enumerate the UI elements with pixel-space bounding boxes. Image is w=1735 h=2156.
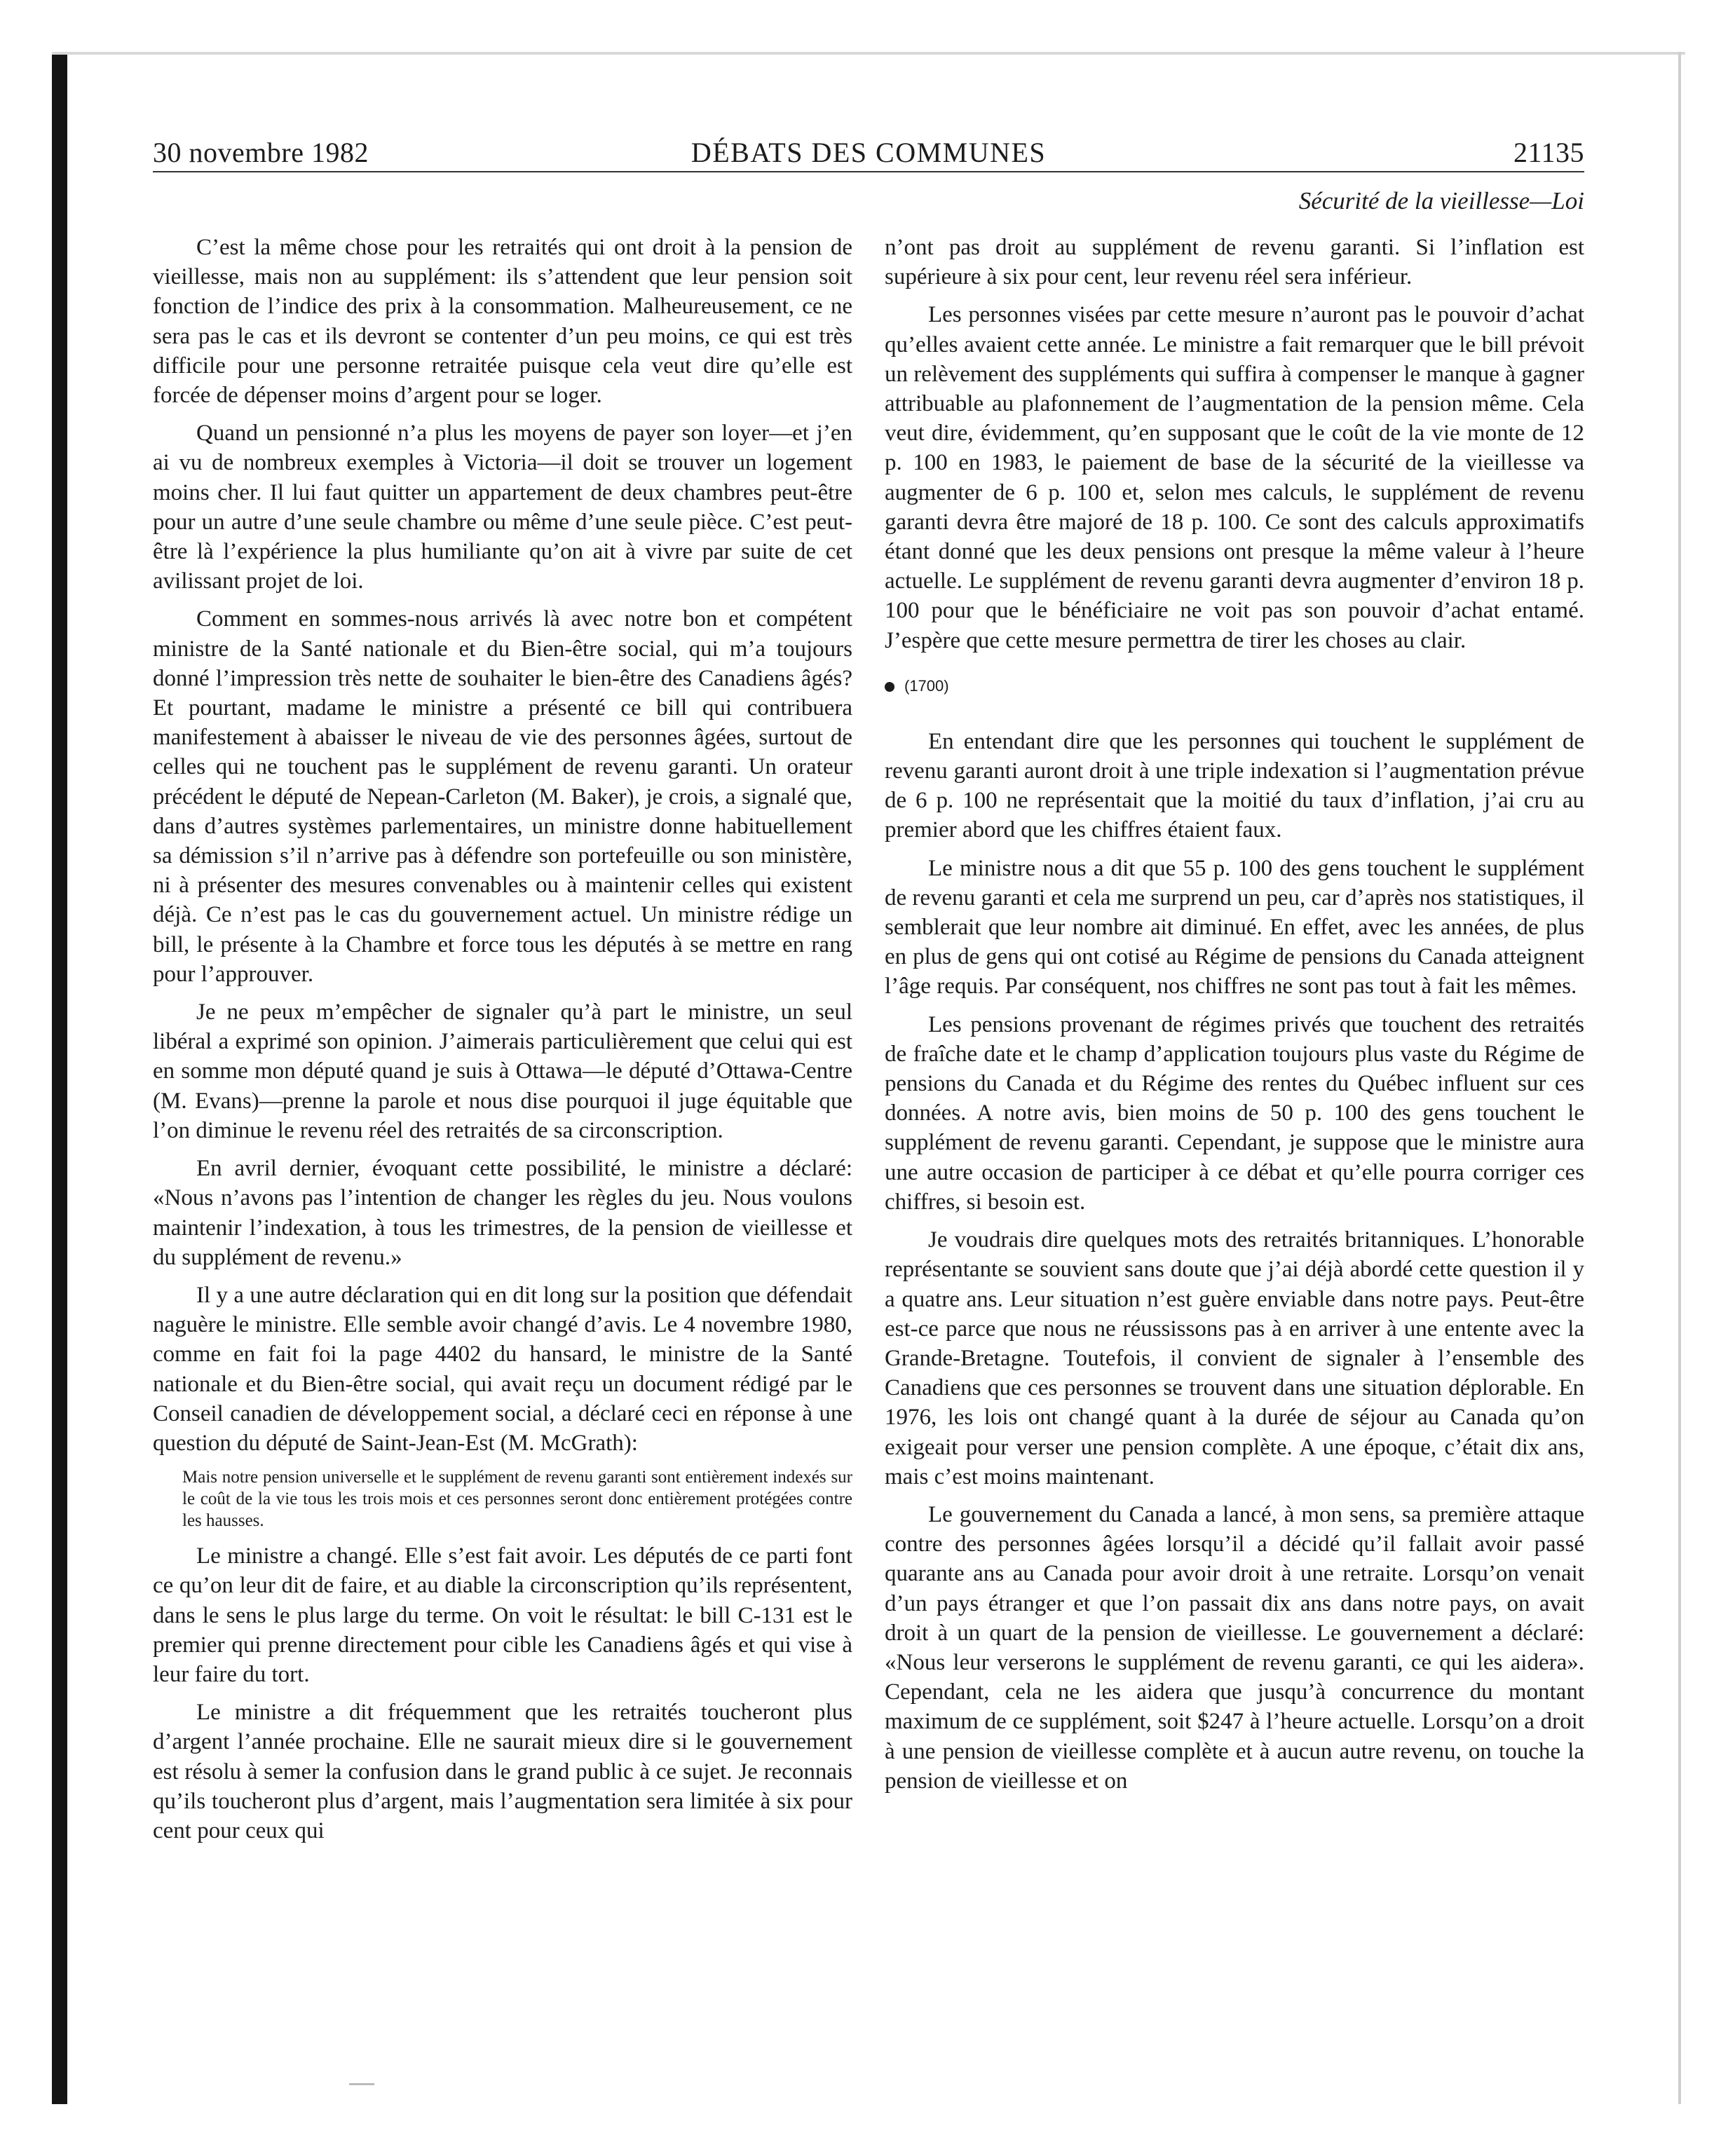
header-page-number: 21135 xyxy=(1513,137,1584,168)
paragraph: C’est la même chose pour les retraités qui ont droit à la pension de vieillesse, mais non au supplément: ils s’attendent que leur pension soit fonction de l’indice des prix à la consommation. Malheureusement, ce ne sera pas le cas et ils devront se contenter d’un peu moins, ce qui est très difficile pour une personne retraitée puisque cela veut dire qu’elle est forcée de dépenser moins d’argent pour se loger. xyxy=(153,235,852,409)
paragraph: Je voudrais dire quelques mots des retraités britanniques. L’honorable représentante se souvient sans doute que j’ai déjà abordé cette question il y a quatre ans. Leur situation n’est guère enviable dans notre pays. Peut-être est-ce parce que nous ne réussissons pas à en arriver à une entente avec la Grande-Bretagne. Toutefois, il convient de signaler à l’ensemble des Canadiens que ces personnes se trouvent dans une situation déplorable. En 1976, les lois ont changé quant à la durée de séjour au Canada qu’on exigeait pour verser une pension complète. A une époque, c’était dix ans, mais c’est moins maintenant. xyxy=(885,1227,1584,1489)
left-column xyxy=(153,233,852,2097)
scan-border-top xyxy=(52,52,1685,55)
scan-mark xyxy=(349,2083,374,2085)
paragraph-continued: n’ont pas droit au supplément de revenu garanti. Si l’inflation est supérieure à six pour cent, leur revenu réel sera inférieur. xyxy=(885,235,1584,290)
paragraph: Le ministre nous a dit que 55 p. 100 des gens touchent le supplément de revenu garanti et cela me surprend un peu, car d’après nos statistiques, il semblerait que leur nombre ait diminué. En effet, avec les années, de plus en plus de gens qui ont cotisé au Régime de pensions du Canada atteignent l’âge requis. Par conséquent, nos chiffres ne sont pas tout à fait les mêmes. xyxy=(885,855,1584,999)
paragraph: Les pensions provenant de régimes privés que touchent des retraités de fraîche date et le champ d’application toujours plus vaste du Régime de pensions du Canada et du Régime des rentes du Québec influent sur ces données. A notre avis, bien moins de 50 p. 100 des gens touchent le supplément de revenu garanti. Cependant, je suppose que le ministre aura une autre occasion de participer à ce débat et qu’elle pourra corriger ces chiffres, si besoin est. xyxy=(885,1011,1584,1215)
right-column xyxy=(885,233,1584,2097)
page-header xyxy=(153,135,1584,171)
paragraph: Les personnes visées par cette mesure n’auront pas le pouvoir d’achat qu’elles avaient cette année. Le ministre a fait remarquer que le bill prévoit un relèvement des suppléments qui suffira à compenser le manque à gagner attribuable au plafonnement de l’augmentation de la pension même. Cela veut dire, évidemment, qu’en supposant que le coût de la vie monte de 12 p. 100 en 1983, le paiement de base de la sécurité de la vieillesse va augmenter de 6 p. 100 et, selon mes calculs, le supplément de revenu garanti devra être majoré de 18 p. 100. Ce sont des calculs approximatifs étant donné que les deux pensions ont presque la même valeur à l’heure actuelle. Le supplément de revenu garanti devra augmenter d’environ 18 p. 100 pour que le bénéficiaire ne voit pas son pouvoir d’achat entamé. J’espère que cette mesure permettra de tirer les choses au clair. xyxy=(885,302,1584,653)
paragraph: En entendant dire que les personnes qui touchent le supplément de revenu garanti auront droit à une triple indexation si l’augmentation prévue de 6 p. 100 ne représentait que la moitié du taux d’inflation, j’ai cru au premier abord que les chiffres étaient faux. xyxy=(885,728,1584,843)
header-rule xyxy=(153,171,1584,172)
paragraph: Je ne peux m’empêcher de signaler qu’à part le ministre, un seul libéral a exprimé son opinion. J’aimerais particulièrement que celui qui est en somme mon député quand je suis à Ottawa—le député d’Ottawa-Centre (M. Evans)—prenne la parole et nous dise pourquoi il juge équitable que l’on diminue le revenu réel des retraités de sa circonscription. xyxy=(153,999,852,1143)
time-marker xyxy=(885,672,1584,700)
paragraph: Le gouvernement du Canada a lancé, à mon sens, sa première attaque contre des personnes âgées lorsqu’il a décidé qu’il fallait avoir passé quarante ans au Canada pour avoir droit à une retraite. Lorsqu’on venait d’un pays étranger et que l’on passait dix ans dans notre pays, on avait droit à un quart de la pension de vieillesse. Le gouvernement a déclaré: «Nous leur verserons le supplément de revenu garanti, ce qui les aidera». Cependant, cela ne les aidera que jusqu’à concurrence du montant maximum de ce supplément, soit $247 à l’heure actuelle. Lorsqu’on a droit à une pension de vieillesse complète et à aucun autre revenu, on touche la pension de vieillesse et on xyxy=(885,1501,1584,1794)
section-running-head: Sécurité de la vieillesse—Loi xyxy=(1298,187,1584,214)
paragraph: Il y a une autre déclaration qui en dit long sur la position que défendait naguère le ministre. Elle semble avoir changé d’avis. Le 4 novembre 1980, comme en fait foi la page 4402 du hansard, le ministre de la Santé nationale et du Bien-être social, qui avait reçu un document rédigé par le Conseil canadien de développement social, a déclaré ceci en réponse à une question du député de Saint-Jean-Est (M. McGrath): xyxy=(153,1282,852,1456)
header-title: DÉBATS DES COMMUNES xyxy=(690,137,1047,168)
bullet-dot-icon xyxy=(885,682,894,692)
paragraph: En avril dernier, évoquant cette possibilité, le ministre a déclaré: «Nous n’avons pas l’intention de changer les règles du jeu. Nous voulons maintenir l’indexation, à tous les trimestres, de la pension de vieillesse et du supplément de revenu.» xyxy=(153,1156,852,1270)
block-quote: Mais notre pension universelle et le supplément de revenu garanti sont entièrement indexés sur le coût de la vie tous les trois mois et ces personnes seront donc entièrement protégées contre les hausses. xyxy=(182,1468,852,1531)
paragraph: Le ministre a changé. Elle s’est fait avoir. Les députés de ce parti font ce qu’on leur dit de faire, et au diable la circonscription qu’ils représentent, dans le sens le plus large du terme. On voit le résultat: le bill C-131 est le premier qui prenne directement pour cible les Canadiens âgés et qui vise à leur faire du tort. xyxy=(153,1543,852,1687)
time-marker-label: (1700) xyxy=(904,676,949,695)
paragraph: Comment en sommes-nous arrivés là avec notre bon et compétent ministre de la Santé nationale et du Bien-être social, qui m’a toujours donné l’impression très nette de souhaiter le bien-être des Canadiens âgés? Et pourtant, madame le ministre a présenté ce bill qui contribuera manifestement à abaisser le niveau de vie des personnes âgées, surtout de celles qui ne touchent pas le supplément de revenu garanti. Un orateur précédent le député de Nepean-Carleton (M. Baker), je crois, a signalé que, dans d’autres systèmes parlementaires, un ministre donne habituellement sa démission s’il n’arrive pas à défendre son portefeuille ou son ministère, ni à présenter des mesures convenables ou à maintenir celles qui existent déjà. Ce n’est pas le cas du gouvernement actuel. Un ministre rédige un bill, le présente à la Chambre et force tous les députés à se mettre en rang pour l’approuver. xyxy=(153,606,852,987)
paragraph: Quand un pensionné n’a plus les moyens de payer son loyer—et j’en ai vu de nombreux exemples à Victoria—il doit se trouver un logement moins cher. Il lui faut quitter un appartement de deux chambres peut-être pour un autre d’une seule chambre ou même d’une seule pièce. C’est peut-être là l’expérience la plus humiliante qu’on ait à vivre par suite de cet avilissant projet de loi. xyxy=(153,421,852,594)
header-date: 30 novembre 1982 xyxy=(153,137,369,168)
paragraph: Le ministre a dit fréquemment que les retraités toucheront plus d’argent l’année prochaine. Elle ne saurait mieux dire si le gouvernement est résolu à semer la confusion dans le grand public à ce sujet. Je reconnais qu’ils toucheront plus d’argent, mais l’augmentation sera limitée à six pour cent pour ceux qui xyxy=(153,1700,852,1843)
scan-border-left xyxy=(52,52,67,2104)
scan-border-right xyxy=(1678,52,1681,2104)
